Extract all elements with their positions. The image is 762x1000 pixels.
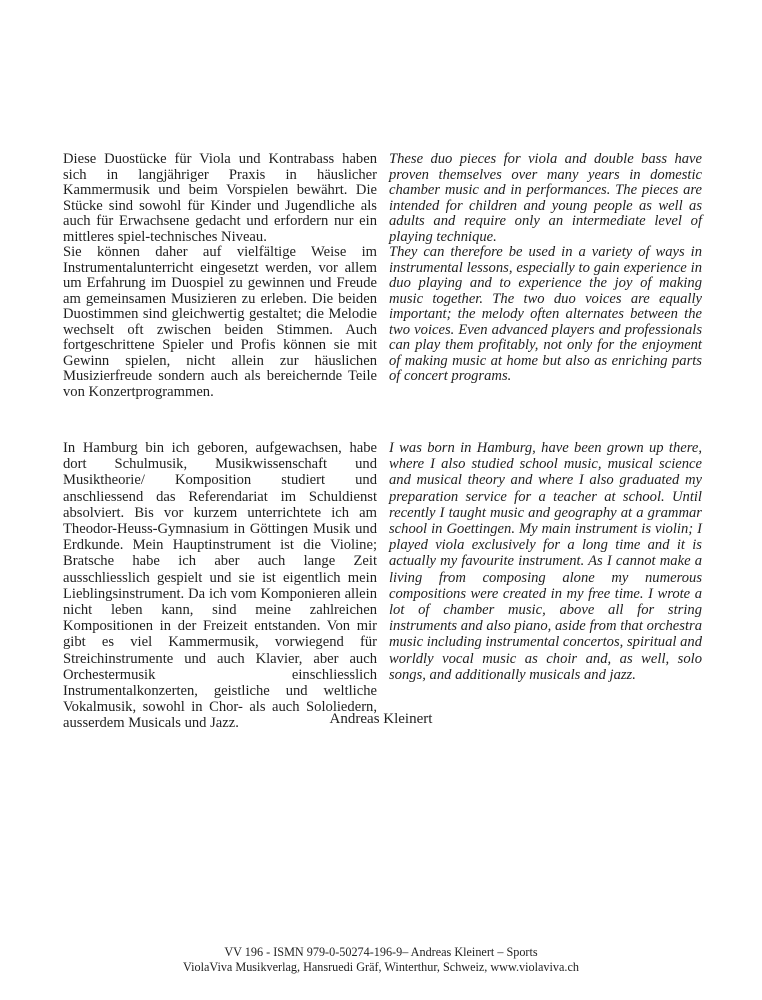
intro-german-paragraph-1: Diese Duostücke für Viola und Kontrabass haben sich in langjähriger Praxis in häuslicher Kammermusik und beim Vorspielen bewährt. Die Stücke sind sowohl für Kinder und Jugendliche als auch für Erwachsene gedacht und erfordern nur ein mittleres spiel-technisches Niveau. <box>63 151 377 245</box>
biography-german-column <box>63 440 377 732</box>
biography-english-paragraph: I was born in Hamburg, have been grown up there, where I also studied school music, musical science and musical theory and where I also graduated my preparation service for a teacher at school. Until recently I taught music and geography at a grammar school in Goettingen. My main instrument is violin; I played viola exclusively for a long time and it is actually my favourite instrument. As I cannot make a living from composing alone my numerous compositions were created in my free time. I wrote a lot of chamber music, above all for string instruments and also piano, aside from that orchestra music including instrumental concertos, spiritual and worldly vocal music as choir and, as well, solo songs, and additionally musicals and jazz. <box>389 440 702 683</box>
intro-english-paragraph-1: These duo pieces for viola and double bass have proven themselves over many years in domestic chamber music and in performances. The pieces are intended for children and young people as well as adults and require only an intermediate level of playing technique. <box>389 151 702 245</box>
biography-english-column <box>389 440 702 683</box>
intro-english-column <box>389 152 702 385</box>
intro-german-column <box>63 152 377 400</box>
footer-catalog-line: VV 196 - ISMN 979-0-50274-196-9– Andreas Kleinert – Sports <box>224 945 538 959</box>
footer-publisher-line: ViolaViva Musikverlag, Hansruedi Gräf, Winterthur, Schweiz, www.violaviva.ch <box>183 959 579 974</box>
intro-english-paragraph-2: They can therefore be used in a variety of ways in instrumental lessons, especially to gain experience in duo playing and to experience the joy of making music together. The two duo voices are equally important; the melody often alternates between the two voices. Even advanced players and professionals can play them profitably, not only for the enjoyment of making music at home but also as enriching parts of concert programs. <box>389 244 702 384</box>
biography-german-paragraph: In Hamburg bin ich geboren, aufgewachsen, habe dort Schulmusik, Musikwissenschaft und Musiktheorie/ Komposition studiert und anschliessend das Referendariat im Schuldienst absolviert. Bis vor kurzem unterrichtete ich am Theodor-Heuss-Gymnasium in Göttingen Musik und Erdkunde. Mein Hauptinstrument ist die Violine; Bratsche habe ich aber auch lange Zeit ausschliesslich gespielt und sie ist eigentlich mein Lieblingsinstrument. Da ich vom Komponieren allein nicht leben kann, sind meine zahlreichen Kompositionen in der Freizeit entstanden. Von mir gibt es viel Kammermusik, vorwiegend für Streichinstrumente und auch Klavier, aber auch Orchestermusik einschliesslich Instrumentalkonzerten, geistliche und weltliche Vokalmusik, sowohl in Chor- als auch Sololiedern, ausserdem Musicals und Jazz. <box>63 440 377 732</box>
author-signature: Andreas Kleinert <box>329 711 433 727</box>
page-footer <box>0 945 762 974</box>
intro-german-paragraph-2: Sie können daher auf vielfältige Weise im Instrumentalunterricht eingesetzt werden, vor allem um Erfahrung im Duospiel zu gewinnen und Freude am gemeinsamen Musizieren zu erleben. Die beiden Duostimmen sind gleichwertig gestaltet; die Melodie wechselt oft zwischen beiden Stimmen. Auch fortgeschrittene Spieler und Profis können sie mit Gewinn spielen, nicht allein zur häuslichen Musizierfreude sondern auch als bereichernde Teile von Konzertprogrammen. <box>63 244 377 400</box>
